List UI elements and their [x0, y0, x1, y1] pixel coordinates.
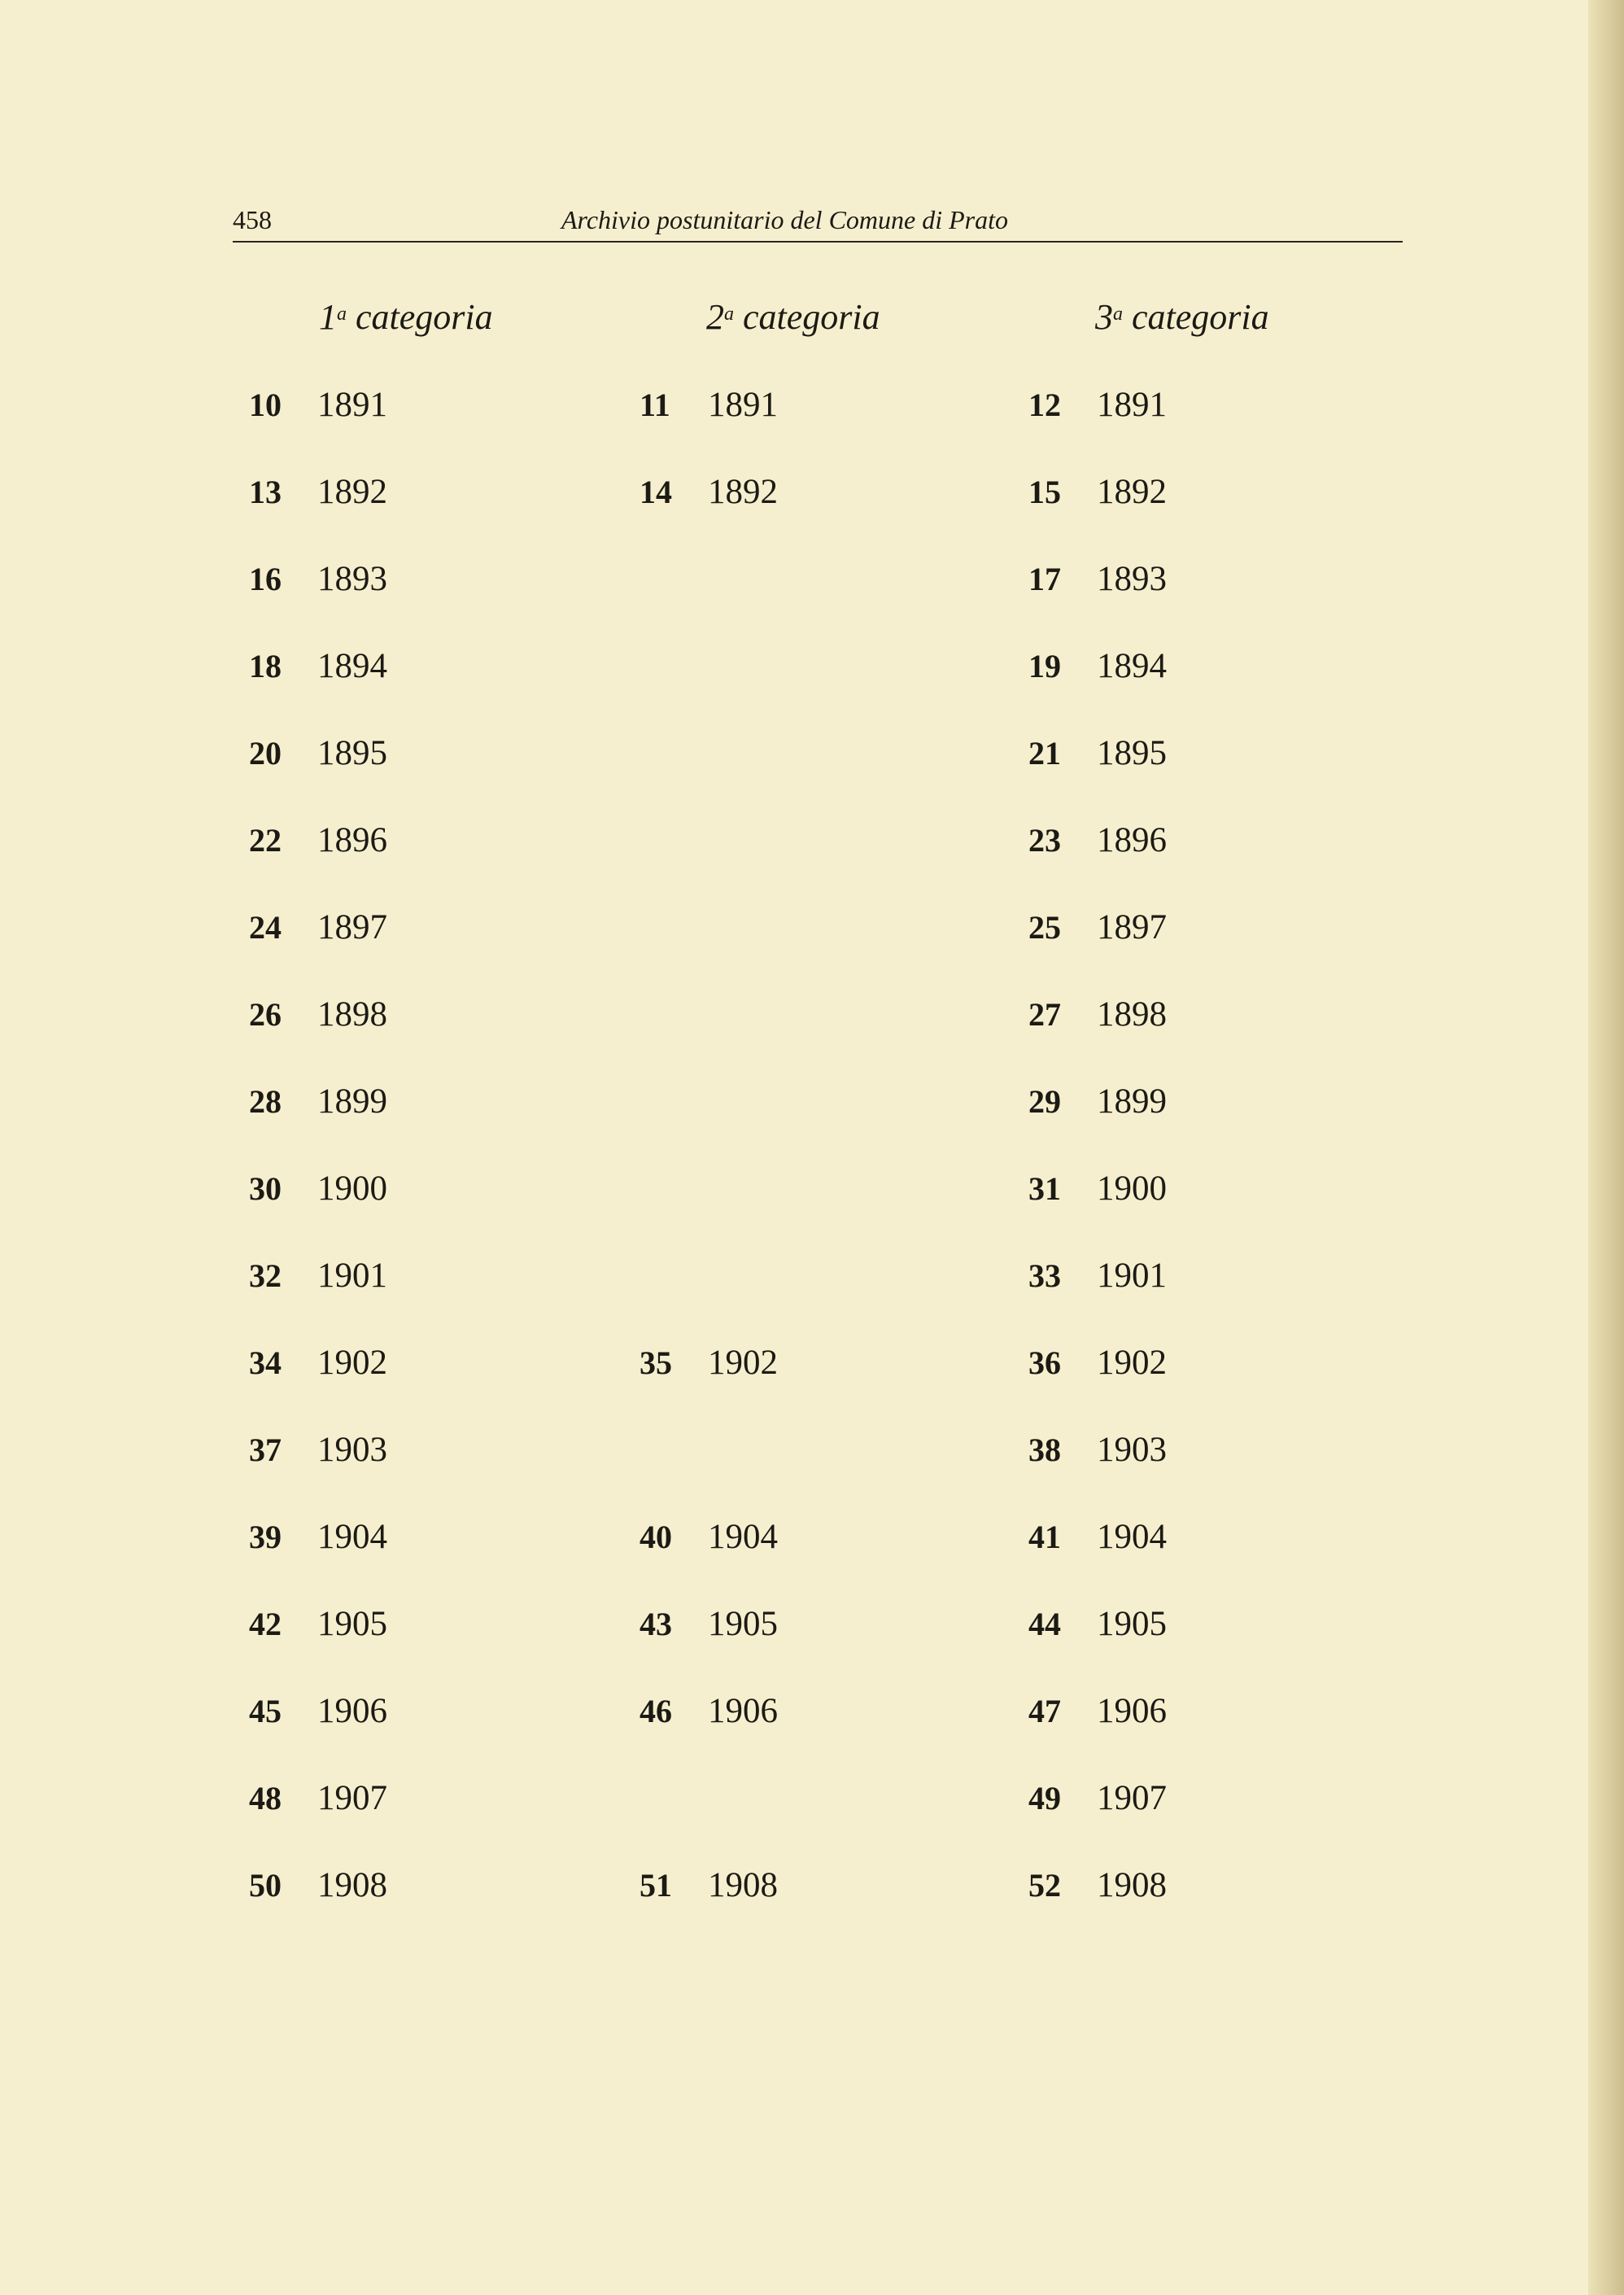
- register-number: 45: [249, 1693, 282, 1729]
- class-year: 1905: [708, 1605, 778, 1643]
- register-number: 22: [249, 822, 282, 859]
- register-number: 17: [1028, 561, 1061, 597]
- register-number: 43: [640, 1606, 672, 1642]
- register-number: 39: [249, 1519, 282, 1555]
- category-3-ordinal: 3: [1095, 297, 1113, 337]
- register-number: 36: [1028, 1344, 1061, 1381]
- class-year: 1897: [1097, 908, 1167, 946]
- category-3-label: categoria: [1132, 297, 1269, 337]
- category-1-heading: [319, 293, 493, 342]
- class-year: 1896: [1097, 821, 1167, 859]
- register-number: 52: [1028, 1867, 1061, 1904]
- class-year: 1905: [317, 1605, 387, 1643]
- category-2-ordinal-suffix: a: [724, 304, 734, 325]
- register-number: 38: [1028, 1432, 1061, 1468]
- class-year: 1904: [708, 1518, 778, 1556]
- category-3-heading: [1095, 293, 1269, 342]
- register-number: 13: [249, 474, 282, 510]
- class-year: 1903: [1097, 1431, 1167, 1469]
- class-year: 1902: [1097, 1344, 1167, 1382]
- class-year: 1906: [317, 1692, 387, 1730]
- class-year: 1906: [1097, 1692, 1167, 1730]
- class-year: 1892: [1097, 473, 1167, 511]
- register-number: 42: [249, 1606, 282, 1642]
- class-year: 1891: [317, 386, 387, 424]
- register-number: 25: [1028, 909, 1061, 946]
- register-number: 28: [249, 1083, 282, 1120]
- class-year: 1893: [1097, 560, 1167, 598]
- category-3-ordinal-suffix: a: [1113, 304, 1123, 325]
- register-number: 37: [249, 1432, 282, 1468]
- register-number: 51: [640, 1867, 672, 1904]
- class-year: 1898: [1097, 995, 1167, 1034]
- class-year: 1895: [317, 734, 387, 772]
- register-number: 27: [1028, 996, 1061, 1033]
- register-number: 31: [1028, 1170, 1061, 1207]
- class-year: 1907: [317, 1779, 387, 1817]
- class-year: 1900: [1097, 1169, 1167, 1208]
- register-number: 10: [249, 387, 282, 423]
- class-year: 1891: [1097, 386, 1167, 424]
- register-number: 41: [1028, 1519, 1061, 1555]
- class-year: 1896: [317, 821, 387, 859]
- register-number: 32: [249, 1257, 282, 1294]
- class-year: 1904: [317, 1518, 387, 1556]
- register-number: 33: [1028, 1257, 1061, 1294]
- class-year: 1901: [1097, 1257, 1167, 1295]
- register-number: 24: [249, 909, 282, 946]
- register-number: 49: [1028, 1780, 1061, 1816]
- page-number: 458: [233, 205, 272, 234]
- class-year: 1892: [317, 473, 387, 511]
- register-number: 11: [640, 387, 670, 423]
- class-year: 1900: [317, 1169, 387, 1208]
- register-number: 47: [1028, 1693, 1061, 1729]
- class-year: 1892: [708, 473, 778, 511]
- class-year: 1899: [317, 1082, 387, 1121]
- register-number: 50: [249, 1867, 282, 1904]
- register-number: 20: [249, 735, 282, 772]
- class-year: 1908: [1097, 1866, 1167, 1904]
- category-1-ordinal: 1: [319, 297, 337, 337]
- class-year: 1901: [317, 1257, 387, 1295]
- register-number: 21: [1028, 735, 1061, 772]
- category-2-label: categoria: [743, 297, 880, 337]
- class-year: 1905: [1097, 1605, 1167, 1643]
- class-year: 1894: [317, 647, 387, 685]
- class-year: 1906: [708, 1692, 778, 1730]
- register-number: 26: [249, 996, 282, 1033]
- category-1-ordinal-suffix: a: [337, 304, 347, 325]
- class-year: 1903: [317, 1431, 387, 1469]
- class-year: 1902: [317, 1344, 387, 1382]
- register-number: 40: [640, 1519, 672, 1555]
- class-year: 1897: [317, 908, 387, 946]
- register-number: 18: [249, 648, 282, 684]
- class-year: 1895: [1097, 734, 1167, 772]
- register-number: 29: [1028, 1083, 1061, 1120]
- register-number: 16: [249, 561, 282, 597]
- class-year: 1898: [317, 995, 387, 1034]
- page-spine-shadow: [1588, 0, 1624, 2295]
- register-number: 15: [1028, 474, 1061, 510]
- register-number: 14: [640, 474, 672, 510]
- register-number: 48: [249, 1780, 282, 1816]
- register-number: 23: [1028, 822, 1061, 859]
- register-number: 44: [1028, 1606, 1061, 1642]
- register-number: 35: [640, 1344, 672, 1381]
- class-year: 1907: [1097, 1779, 1167, 1817]
- register-number: 19: [1028, 648, 1061, 684]
- class-year: 1904: [1097, 1518, 1167, 1556]
- register-number: 34: [249, 1344, 282, 1381]
- class-year: 1899: [1097, 1082, 1167, 1121]
- register-number: 12: [1028, 387, 1061, 423]
- class-year: 1908: [708, 1866, 778, 1904]
- category-1-label: categoria: [356, 297, 493, 337]
- class-year: 1908: [317, 1866, 387, 1904]
- header-rule: [233, 241, 1403, 243]
- category-2-heading: [706, 293, 880, 342]
- class-year: 1894: [1097, 647, 1167, 685]
- class-year: 1893: [317, 560, 387, 598]
- class-year: 1902: [708, 1344, 778, 1382]
- register-number: 46: [640, 1693, 672, 1729]
- class-year: 1891: [708, 386, 778, 424]
- running-title: Archivio postunitario del Comune di Prato: [561, 205, 1008, 234]
- register-number: 30: [249, 1170, 282, 1207]
- category-2-ordinal: 2: [706, 297, 724, 337]
